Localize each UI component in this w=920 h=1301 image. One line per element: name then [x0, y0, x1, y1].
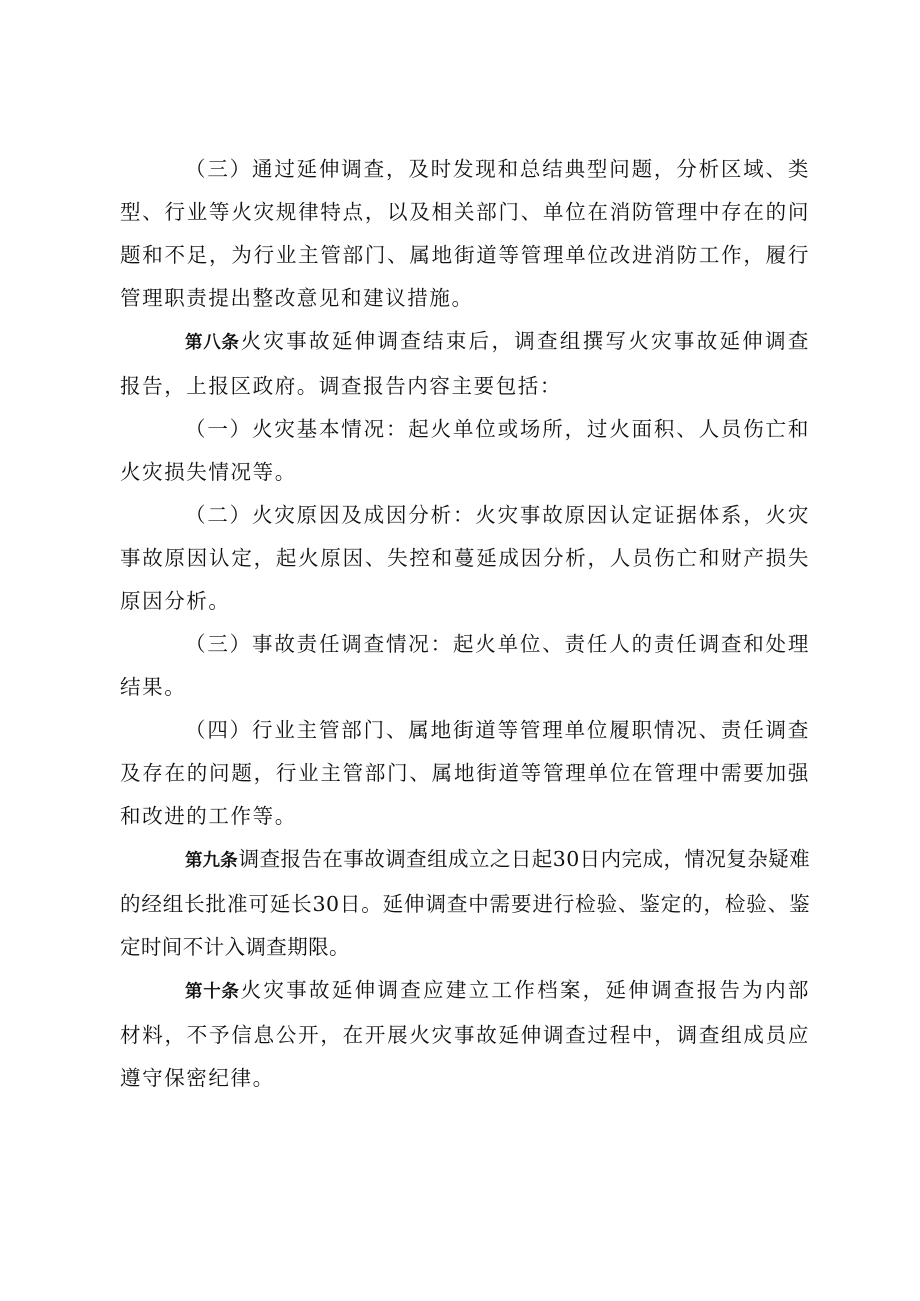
paragraph-article-10 [120, 969, 810, 1100]
article-number: 第九条 [185, 851, 238, 871]
article-number: 第八条 [185, 333, 240, 353]
document-body [120, 148, 810, 1100]
paragraph-item-three-analysis [120, 148, 810, 320]
article-number: 第十条 [185, 982, 240, 1002]
paragraph-item-three-responsibility [120, 623, 810, 709]
paragraph-text: （二）火灾原因及成因分析：火灾事故原因认定证据体系，火灾事故原因认定，起火原因、失控和蔓延成因分析，人员伤亡和财产损失原因分析。 [120, 503, 810, 613]
paragraph-article-8 [120, 320, 810, 408]
paragraph-text: 调查报告在事故调查组成立之日起30日内完成，情况复杂疑难的经组长批准可延长30日。延伸调查中需要进行检验、鉴定的，检验、鉴定时间不计入调查期限。 [120, 847, 810, 959]
paragraph-article-9 [120, 838, 810, 969]
paragraph-text: （一）火灾基本情况：起火单位或场所，过火面积、人员伤亡和火灾损失情况等。 [120, 417, 810, 484]
paragraph-text: 火灾事故延伸调查应建立工作档案，延伸调查报告为内部材料，不予信息公开，在开展火灾事故延伸调查过程中，调查组成员应遵守保密纪律。 [120, 978, 811, 1090]
paragraph-item-two-cause [120, 494, 810, 623]
paragraph-text: （三）通过延伸调查，及时发现和总结典型问题，分析区域、类型、行业等火灾规律特点，以及相关部门、单位在消防管理中存在的问题和不足，为行业主管部门、属地街道等管理单位改进消防工作，履行管理职责提出整改意见和建议措施。 [120, 157, 810, 310]
paragraph-text: （四）行业主管部门、属地街道等管理单位履职情况、责任调查及存在的问题，行业主管部门、属地街道等管理单位在管理中需要加强和改进的工作等。 [120, 718, 810, 828]
paragraph-item-four-duties [120, 709, 810, 838]
paragraph-item-one-basic [120, 408, 810, 494]
paragraph-text: 火灾事故延伸调查结束后，调查组撰写火灾事故延伸调查报告，上报区政府。调查报告内容主要包括： [120, 329, 811, 398]
paragraph-text: （三）事故责任调查情况：起火单位、责任人的责任调查和处理结果。 [120, 632, 810, 699]
